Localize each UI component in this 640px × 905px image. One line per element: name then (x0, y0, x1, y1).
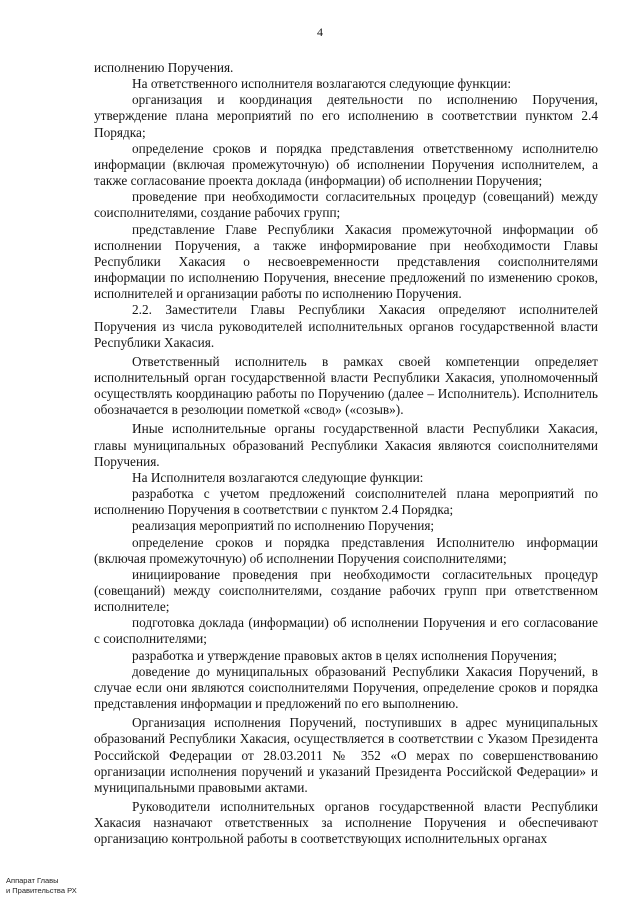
paragraph: Руководители исполнительных органов государственной власти Республики Хакасия назначают ответственных за исполнение Поручения и обеспечивают организацию контрольной работы в соответствующих исполнительных органах (94, 799, 598, 847)
paragraph: проведение при необходимости согласительных процедур (совещаний) между соисполнителями, создание рабочих групп; (94, 189, 598, 221)
paragraph: доведение до муниципальных образований Республики Хакасия Поручений, в случае если они являются соисполнителями Поручения, определение сроков и порядка представления информации и предложений по его выполнению. (94, 663, 598, 712)
paragraph: На ответственного исполнителя возлагаются следующие функции: (132, 76, 512, 92)
paragraph: Ответственный исполнитель в рамках своей компетенции определяет исполнительный орган государственной власти Республики Хакасия, уполномоченный осуществлять координацию работы по Поручению (далее – Исполнитель). Исполнитель обозначается в резолюции пометкой «свод» («созыв»). (94, 353, 598, 418)
paragraph: представление Главе Республики Хакасия промежуточной информации об исполнении Поручения, а также информирование при необходимости Главы Республики Хакасия о несвоевременности представления соисполнителями информации по исполнению Поручения, внесение предложений по изменению сроков, исполнителей и организации работы по исполнению Поручения. (94, 221, 598, 302)
document-body (94, 60, 598, 848)
paragraph: исполнению Поручения. (94, 60, 234, 75)
paragraph: На Исполнителя возлагаются следующие функции: (132, 469, 424, 485)
paragraph: инициирование проведения при необходимости согласительных процедур (совещаний) между соисполнителями, создание рабочих групп при ответственном исполнителе; (94, 566, 598, 615)
paragraph: Организация исполнения Поручений, поступивших в адрес муниципальных образований Республики Хакасия, осуществляется в соответствии с Указом Президента Российской Федерации от 28.03.2011 № 352 «О мерах по совершенствованию организации исполнения поручений и указаний Президента Российской Федерации» и муниципальными правовыми актами. (94, 715, 598, 795)
paragraph: разработка и утверждение правовых актов в целях исполнения Поручения; (132, 647, 557, 663)
paragraph: подготовка доклада (информации) об исполнении Поручения и его согласование с соисполнителями; (94, 615, 598, 647)
paragraph: определение сроков и порядка представления Исполнителю информации (включая промежуточную) об исполнении Поручения соисполнителями; (94, 534, 598, 566)
page-number: 4 (317, 25, 323, 39)
paragraph: организация и координация деятельности по исполнению Поручения, утверждение плана мероприятий по его исполнению в соответствии пунктом 2.4 Порядка; (94, 92, 598, 140)
paragraph: реализация мероприятий по исполнению Поручения; (132, 518, 435, 534)
paragraph: 2.2. Заместители Главы Республики Хакасия определяют исполнителей Поручения из числа руководителей исполнительных органов государственной власти Республики Хакасия. (94, 302, 598, 350)
stamp-line: Аппарат Главы (6, 876, 59, 885)
stamp-line: и Правительства РХ (6, 886, 77, 895)
paragraph: определение сроков и порядка представления ответственному исполнителю информации (включая промежуточную) об исполнении Поручения исполнителем, а также согласование проекта доклада (информации) об исполнении Поручения; (94, 140, 598, 189)
office-stamp (6, 876, 77, 896)
paragraph: Иные исполнительные органы государственной власти Республики Хакасия, главы муниципальных образований Республики Хакасия являются соисполнителями Поручения. (94, 421, 598, 469)
paragraph: разработка с учетом предложений соисполнителей плана мероприятий по исполнению Поручения в соответствии с пунктом 2.4 Порядка; (94, 486, 598, 518)
